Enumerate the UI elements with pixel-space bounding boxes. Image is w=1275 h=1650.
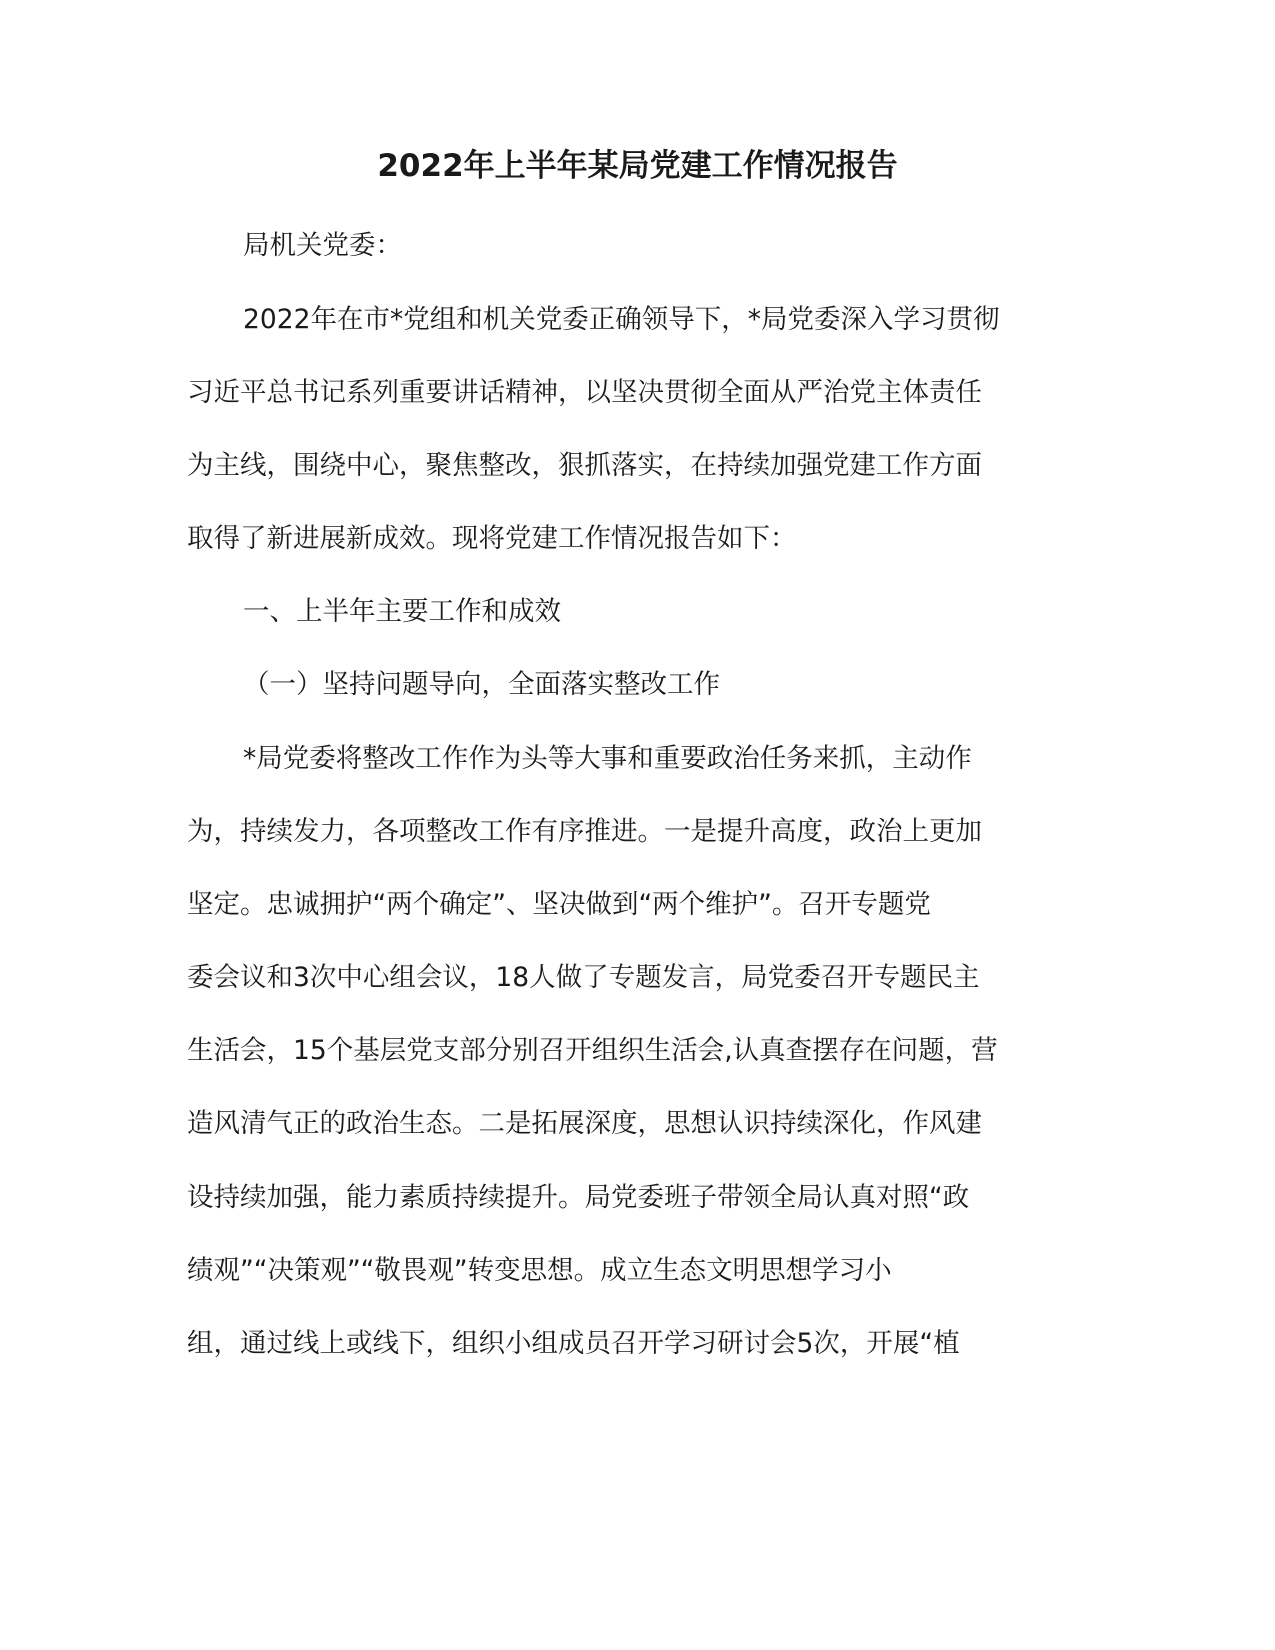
paragraph-line: *局党委将整改工作作为头等大事和重要政治任务来抓，主动作 xyxy=(243,743,972,774)
paragraph-line: 绩观”“决策观”“敬畏观”转变思想。成立生态文明思想学习小 xyxy=(187,1255,892,1286)
paragraph-line: 2022年在市*党组和机关党委正确领导下，*局党委深入学习贯彻 xyxy=(243,304,1000,335)
paragraph-line: 取得了新进展新成效。现将党建工作情况报告如下： xyxy=(187,523,797,554)
paragraph-line: 习近平总书记系列重要讲话精神，以坚决贯彻全面从严治党主体责任 xyxy=(187,377,982,408)
salutation: 局机关党委： xyxy=(243,230,402,261)
subsection-heading: （一）坚持问题导向，全面落实整改工作 xyxy=(243,669,720,700)
paragraph-line: 为，持续发力，各项整改工作有序推进。一是提升高度，政治上更加 xyxy=(187,816,982,847)
paragraph-line: 设持续加强，能力素质持续提升。局党委班子带领全局认真对照“政 xyxy=(187,1182,970,1213)
paragraph-line: 生活会，15个基层党支部分别召开组织生活会,认真查摆存在问题，营 xyxy=(187,1035,998,1066)
paragraph-line: 造风清气正的政治生态。二是拓展深度，思想认识持续深化，作风建 xyxy=(187,1108,982,1139)
paragraph-line: 组，通过线上或线下，组织小组成员召开学习研讨会5次，开展“植 xyxy=(187,1328,960,1359)
section-heading: 一、上半年主要工作和成效 xyxy=(243,596,561,627)
paragraph-line: 坚定。忠诚拥护“两个确定”、坚决做到“两个维护”。召开专题党 xyxy=(187,889,931,920)
document-title: 2022年上半年某局党建工作情况报告 xyxy=(377,148,898,184)
paragraph-line: 为主线，围绕中心，聚焦整改，狠抓落实，在持续加强党建工作方面 xyxy=(187,450,982,481)
paragraph-line: 委会议和3次中心组会议，18人做了专题发言，局党委召开专题民主 xyxy=(187,962,980,993)
